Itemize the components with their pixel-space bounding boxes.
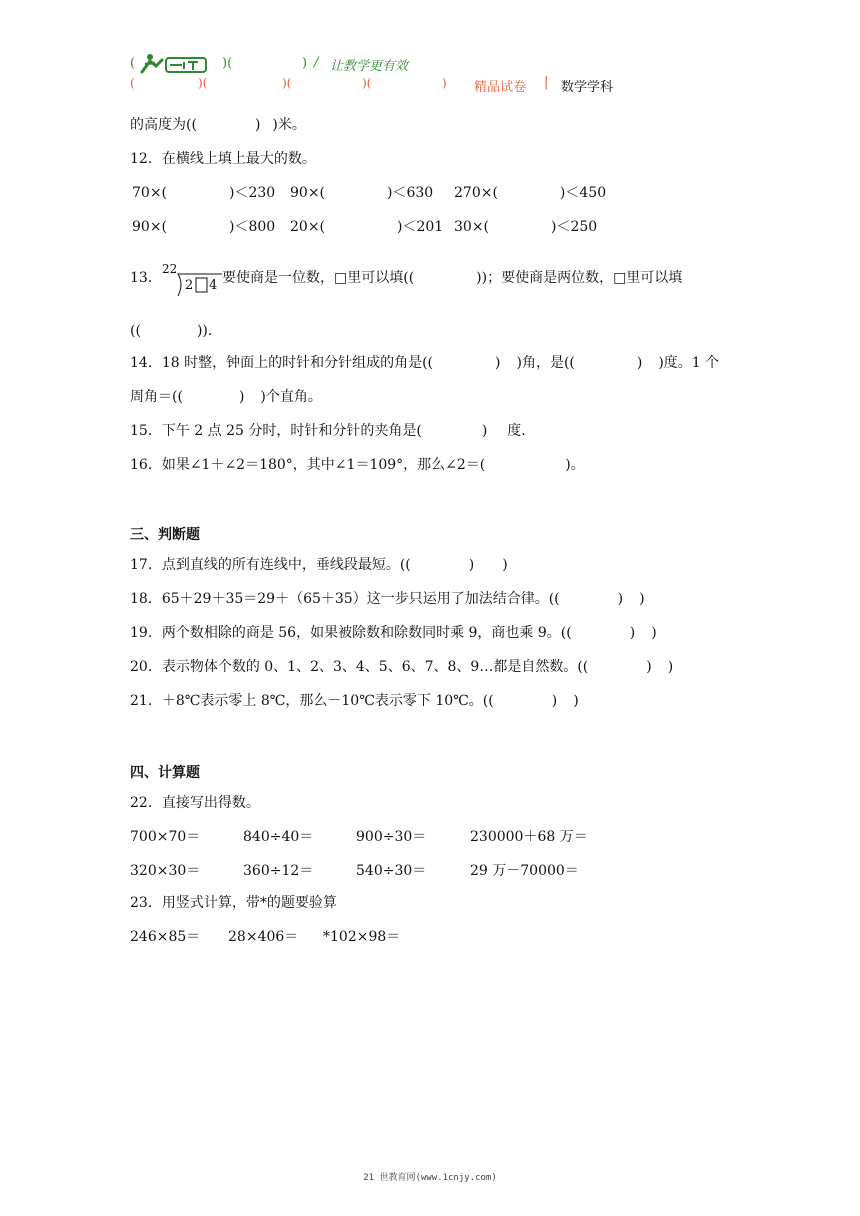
header-slash: / [314,55,319,70]
brand-logo-icon [138,52,208,76]
q13-number: 13． [130,270,162,286]
calc-item: 840÷40＝ [243,829,314,845]
division-dividend-digit: 4 [209,278,218,293]
question-18: 18．65＋29＋35＝29＋（65＋35）这一步只运用了加法结合律。(( ) ) [130,591,645,607]
header-line2-paren: ( [130,76,135,90]
question-14-line-2: 周角＝(( ) )个直角。 [130,389,322,405]
header-slogan: 让教学更有效 [330,59,409,74]
calc-item: 900÷30＝ [356,829,427,845]
question-19: 19．两个数相除的商是 56，如果被除数和除数同时乘 9，商也乘 9。(( ) ) [130,625,657,641]
calc-item: 700×70＝ [130,829,201,845]
header-product-label: 精品试卷 [474,80,527,95]
question-22-title: 22．直接写出得数。 [130,795,260,811]
header-subject-label: 数学学科 [561,80,614,95]
calc-item: 540÷30＝ [356,863,427,879]
q12-item: 90×( )＜800 [132,219,276,235]
header-line2-paren: )( [282,76,292,90]
page-footer: 21 世教育网(www.1cnjy.com) [363,1173,497,1183]
header-separator: | [544,75,549,90]
q11-text-end: )米。 [272,117,306,133]
vertical-calc-item: 28×406＝ [228,929,299,945]
header-line2-paren: )( [362,76,372,90]
long-division-figure [162,262,224,298]
q12-item: 30×( )＜250 [454,219,598,235]
q13-text: 要使商是一位数，□里可以填(( ))；要使商是两位数，□里可以填 [222,270,683,286]
section-title-judgement: 三、判断题 [130,527,200,543]
header-paren-mid: )( [222,56,233,71]
section-title-calculation: 四、计算题 [130,765,200,781]
question-21: 21．＋8℃表示零上 8℃，那么－10℃表示零下 10℃。(( ) ) [130,693,579,709]
q12-item: 90×( )＜630 [290,185,434,201]
question-20: 20．表示物体个数的 0、1、2、3、4、5、6、7、8、9…都是自然数。(( ) ) [130,659,674,675]
q12-item: 20×( )＜201 [290,219,444,235]
q11-paren: ) [254,117,261,133]
header-paren-open: ( [130,56,136,71]
question-17: 17．点到直线的所有连线中，垂线段最短。(( ) ) [130,557,508,573]
header-line2-paren: )( [198,76,208,90]
q12-item: 70×( )＜230 [132,185,276,201]
calc-item: 29 万－70000＝ [470,863,579,879]
header-line2-paren: ) [442,76,447,90]
question-16: 16．如果∠1＋∠2＝180°，其中∠1＝109°，那么∠2＝( )。 [130,457,585,473]
question-23-title: 23．用竖式计算，带*的题要验算 [130,895,337,911]
q13-line-2: (( ))． [130,323,222,339]
division-dividend-digit: 2 [185,278,194,293]
question-11-tail [130,114,306,134]
division-divisor: 22 [162,262,178,276]
q11-text: 的高度为(( [130,117,197,133]
calc-item: 230000＋68 万＝ [470,829,588,845]
header-paren-close: ) [302,56,308,71]
question-12-title: 12．在横线上填上最大的数。 [130,151,316,167]
calc-item: 320×30＝ [130,863,201,879]
vertical-calc-item: 246×85＝ [130,929,201,945]
question-14-line-1: 14．18 时整，钟面上的时针和分针组成的角是(( ) )角，是(( ) )度。1 个 [130,355,720,371]
vertical-calc-item: *102×98＝ [323,929,401,945]
calc-item: 360÷12＝ [243,863,314,879]
question-15: 15．下午 2 点 25 分时，时针和分针的夹角是( ) 度. [130,423,526,439]
q12-item: 270×( )＜450 [454,185,607,201]
